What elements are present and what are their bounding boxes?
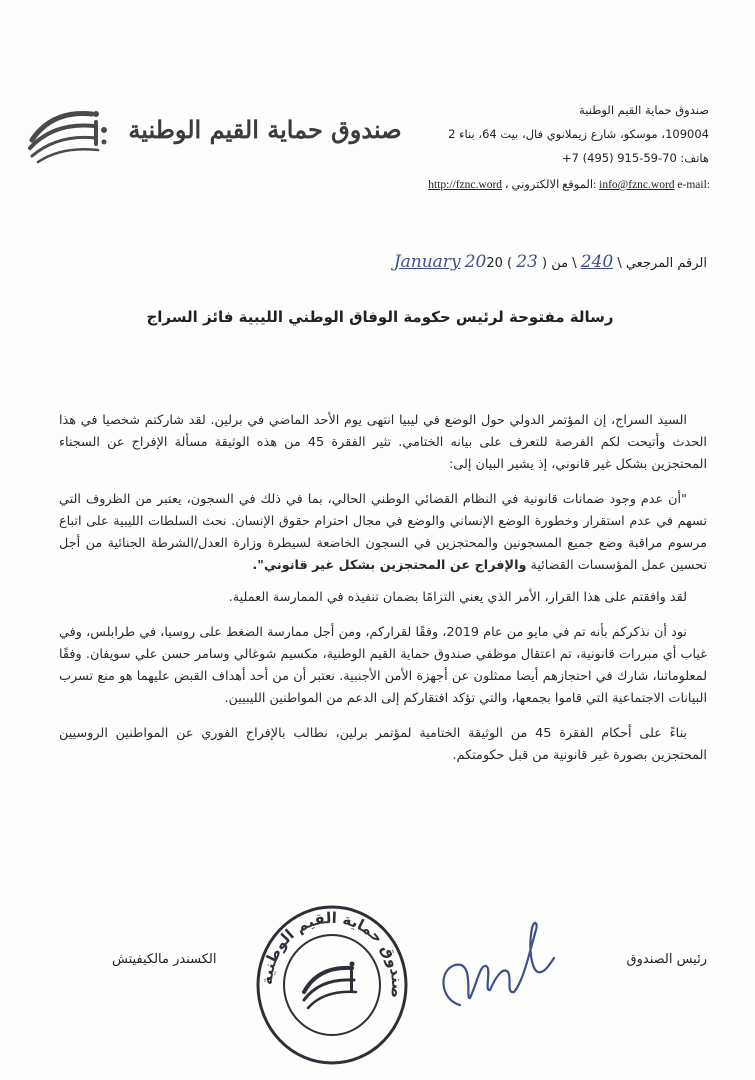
letter-title: رسالة مفتوحة لرئيس حكومة الوفاق الوطني الليبية فائز السراج	[146, 308, 614, 326]
reference-label: الرقم المرجعي	[625, 256, 707, 271]
contact-web-email-line	[360, 177, 710, 191]
stamp-ring-text: صندوق حماية القيم الوطنية	[257, 908, 407, 999]
email-link[interactable]: info@fznc.word	[599, 179, 675, 191]
org-logo-icon	[22, 100, 112, 168]
official-stamp-icon	[252, 900, 412, 1070]
letter-body	[59, 410, 707, 780]
org-name-logo-text: صندوق حماية القيم الوطنية	[128, 115, 402, 144]
website-label: ، الموقع الالكتروني:	[504, 179, 597, 191]
handwritten-signature-icon	[420, 910, 570, 1020]
org-address: 109004، موسكو، شارع زيملانوي فال، بيت 64، بناء 2	[448, 127, 709, 141]
reference-year-print: 20	[486, 256, 503, 271]
reference-line: الرقم المرجعي \ 240 \ من ( 23 ) January 2020	[393, 252, 707, 272]
reference-month-handwritten: January	[393, 252, 461, 272]
signatory-title: رئيس الصندوق	[626, 952, 707, 967]
quote-bold-text: والإفراج عن المحتجزين بشكل غير قانوني".	[252, 558, 527, 573]
org-name-small: صندوق حماية القيم الوطنية	[579, 103, 709, 117]
signatory-name: الكسندر مالكيفيتش	[112, 952, 217, 967]
body-quote	[59, 489, 707, 577]
website-link[interactable]: http://fznc.word	[428, 179, 503, 191]
body-paragraph-4: بناءً على أحكام الفقرة 45 من الوثيقة الختامية لمؤتمر برلين، نطالب بالإفراج الفوري عن المواطنين الروسيين المحتجزين بصورة غير قانونية من قبل حكومتكم.	[59, 726, 707, 763]
body-paragraph-3: نود أن نذكركم بأنه تم في مايو من عام 2019، وفقًا لقراركم، ومن أجل ممارسة الضغط على روسيا، في طرابلس، وفي غياب أي مبررات قانونية، تم اعتقال موظفي صندوق حماية القيم الوطنية، مكسيم شوغالي وسامر حسن علي سويفان. وفقًا لمعلوماتنا، شارك في احتجازهم أيضا ممثلون عن أجهزة الأمن الأجنبية. نعتبر أن من أحد أهداف القبض عليهما هو منع تسرب البيانات الاجتماعية التي قاموا بجمعها، والتي تؤكد افتقاركم إلى الدعم من المواطنين الليبيين.	[59, 625, 707, 706]
email-label: e-mail:	[677, 179, 710, 191]
svg-text:صندوق حماية القيم الوطنية	[258, 909, 407, 999]
header-contact-block	[349, 98, 709, 170]
org-phone: هاتف: 70-59-915 (495) 7+	[562, 151, 709, 165]
reference-year-handwritten: 20	[464, 252, 487, 272]
body-paragraph-2: لقد وافقتم على هذا القرار، الأمر الذي يعني التزامًا بضمان تنفيذه في الممارسة العملية.	[228, 590, 687, 605]
quote-text: "أن عدم وجود ضمانات قانونية في النظام القضائي الوطني الحالي، بما في ذلك في السجون، يعتبر من الظروف التي تسهم في عدم استقرار وخطورة الوضع الإنساني والوضع في مجال احترام حقوق الإنسان. نحث السلطات الليبية على اتباع مرسوم مراقبة وضع جميع المسجونين والمحتجزين في السجون الخاضعة لسيطرة وزارة العدل/الشرطة الجنائية من أجل تحسين عمل المؤسسات القضائية	[59, 492, 707, 573]
reference-day-handwritten: 23	[516, 252, 538, 272]
body-paragraph-1: السيد السراج، إن المؤتمر الدولي حول الوضع في ليبيا انتهى يوم الأحد الماضي في برلين. لقد شاركتم شخصيا في هذا الحدث وأتيحت لكم الفرصة للتعرف على بيانه الختامي. تثير الفقرة 45 من هذه الوثيقة مسألة الإفراج عن السجناء المحتجزين بشكل غير قانوني، إذ يشير البيان إلى:	[59, 413, 707, 472]
reference-from-label: من	[551, 256, 569, 271]
reference-number-handwritten: 240	[580, 252, 614, 272]
